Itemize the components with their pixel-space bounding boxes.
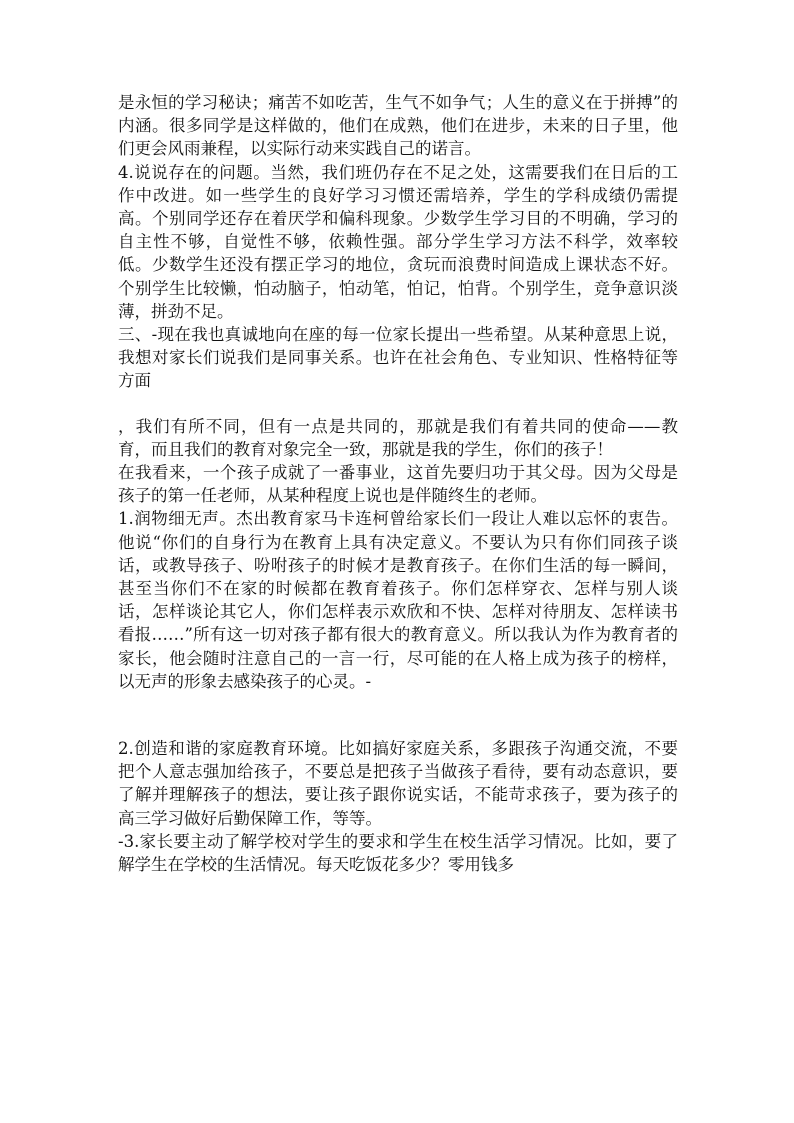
paragraph-existing-problems: 4.说说存在的问题。当然，我们班仍存在不足之处，这需要我们在日后的工作中改进。如一些学生的良好学习习惯还需培养，学生的学科成绩仍需提高。个别同学还存在着厌学和偏科现象。少数学生学习目的不明确，学习的自主性不够，自觉性不够，依赖性强。部分学生学习方法不科学，效率较低。少数学生还没有摆正学习的地位，贪玩而浪费时间造成上课状态不好。个别学生比较懒，怕动脑子，怕动笔，怕记，怕背。个别学生，竞争意识淡薄，拼劲不足。 — [118, 162, 678, 321]
paragraph-parents-first-teacher: 在我看来，一个孩子成就了一番事业，这首先要归功于其父母。因为父母是孩子的第一任老师，从某种程度上说也是伴随终生的老师。 — [118, 463, 678, 506]
paragraph-point-2-family-environment: 2.创造和谐的家庭教育环境。比如搞好家庭关系，多跟孩子沟通交流，不要把个人意志强加给孩子，不要总是把孩子当做孩子看待，要有动态意识，要了解并理解孩子的想法，要让孩子跟你说实话，不能苛求孩子，要为孩子的高三学习做好后勤保障工作，等等。 — [118, 739, 678, 828]
blank-line — [118, 393, 678, 415]
paragraph-learning-motto: 是永恒的学习秘诀；痛苦不如吃苦，生气不如争气；人生的意义在于拼搏”的内涵。很多同学是这样做的，他们在成熟，他们在进步，未来的日子里，他们更会风雨兼程，以实际行动来实践自己的诺言。 — [118, 93, 678, 159]
paragraph-point-3-understand-school: -3.家长要主动了解学校对学生的要求和学生在校生活学习情况。比如，要了解学生在学校的生活情况。每天吃饭花多少？零用钱多 — [118, 831, 678, 875]
paragraph-common-mission: ，我们有所不同，但有一点是共同的，那就是我们有着共同的使命——教育，而且我们的教育对象完全一致，那就是我的学生，你们的孩子！ — [118, 416, 678, 459]
blank-line — [118, 693, 678, 737]
paragraph-hopes-for-parents: 三、-现在我也真诚地向在座的每一位家长提出一些希望。从某种意思上说， 我想对家长们说我们是同事关系。也许在社会角色、专业知识、性格特征等方面 — [118, 325, 678, 391]
document-page — [118, 91, 678, 876]
paragraph-point-1-silent-influence: 1.润物细无声。杰出教育家马卡连柯曾给家长们一段让人难以忘怀的衷告。他说“你们的自身行为在教育上具有决定意义。不要认为只有你们同孩子谈话，或教导孩子、吩咐孩子的时候才是教育孩子。在你们生活的每一瞬间，甚至当你们不在家的时候都在教育着孩子。你们怎样穿衣、怎样与别人谈话，怎样谈论其它人，你们怎样表示欢欣和不快、怎样对待朋友、怎样读书看报……”所有这一切对孩子都有很大的教育意义。所以我认为作为教育者的家长，他会随时注意自己的一言一行，尽可能的在人格上成为孩子的榜样，以无声的形象去感染孩子的心灵。- — [118, 509, 678, 691]
